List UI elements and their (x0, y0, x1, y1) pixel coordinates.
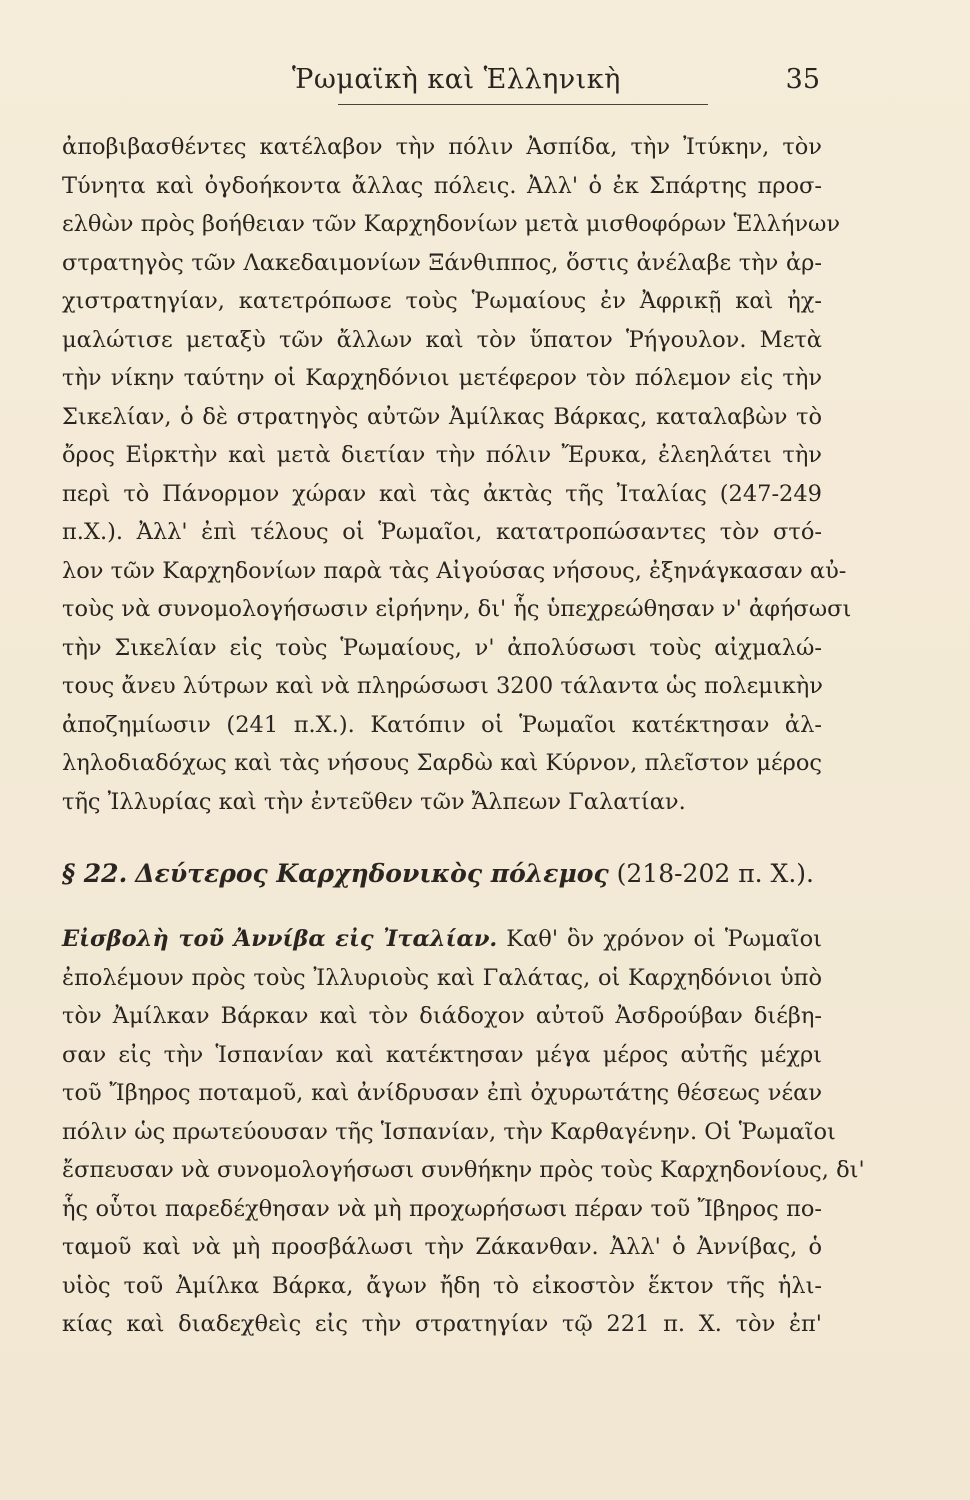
page-body (62, 128, 865, 1344)
section-number: § 22. (62, 859, 128, 888)
section-title: Δεύτερος Καρχηδονικὸς πόλεμος (135, 859, 609, 888)
text-line: τοῦ Ἴβηρος ποταμοῦ, καὶ ἀνίδρυσαν ἐπὶ ὀχυρωτάτης θέσεως νέαν (62, 1080, 822, 1106)
paragraph-1 (62, 128, 852, 821)
paragraph-2 (62, 920, 865, 1344)
page-number: 35 (785, 64, 820, 95)
text-line: τοὺς νὰ συνομολογήσωσιν εἰρήνην, δι' ἧς ὑπεχρεώθησαν ν' ἀφήσωσι (62, 596, 852, 622)
section-heading (62, 859, 822, 888)
text-line: Τύνητα καὶ ὀγδοήκοντα ἄλλας πόλεις. Ἀλλ' ὁ ἐκ Σπάρτης προσ- (62, 172, 822, 199)
text-line: τὴν νίκην ταύτην οἱ Καρχηδόνιοι μετέφερον τὸν πόλεμον εἰς τὴν (62, 365, 822, 391)
running-title: Ῥωμαϊκὴ καὶ Ἑλληνικὴ (292, 64, 621, 95)
text-line: χιστρατηγίαν, κατετρόπωσε τοὺς Ῥωμαίους ἐν Ἀφρικῇ καὶ ἠχ- (62, 288, 822, 314)
text-line: ελθὼν πρὸς βοήθειαν τῶν Καρχηδονίων μετὰ μισθοφόρων Ἑλλήνων (62, 211, 841, 237)
text-line: ἔσπευσαν νὰ συνομολογήσωσι συνθήκην πρὸς τοὺς Καρχηδονίους, δι' (62, 1157, 865, 1183)
text-line: τὴν Σικελίαν εἰς τοὺς Ῥωμαίους, ν' ἀπολύσωσι τοὺς αἰχμαλώ- (62, 634, 822, 661)
text-line: σαν εἰς τὴν Ἱσπανίαν καὶ κατέκτησαν μέγα μέρος αὐτῆς μέχρι (62, 1041, 822, 1068)
text-line: ταμοῦ καὶ νὰ μὴ προσβάλωσι τὴν Ζάκανθαν. Ἀλλ' ὁ Ἀννίβας, ὁ (62, 1234, 822, 1260)
text-line: π.Χ.). Ἀλλ' ἐπὶ τέλους οἱ Ῥωμαῖοι, κατατροπώσαντες τὸν στό- (62, 519, 822, 545)
text-line: υἱὸς τοῦ Ἀμίλκα Βάρκα, ἄγων ἤδη τὸ εἰκοστὸν ἕκτον τῆς ἡλι- (62, 1272, 822, 1299)
text-line: ἐπολέμουν πρὸς τοὺς Ἰλλυριοὺς καὶ Γαλάτας, οἱ Καρχηδόνιοι ὑπὸ (62, 964, 822, 991)
text-line: πόλιν ὡς πρωτεύουσαν τῆς Ἱσπανίαν, τὴν Καρθαγένην. Οἱ Ῥωμαῖοι (62, 1118, 836, 1145)
section-dates: (218-202 π. Χ.). (616, 859, 814, 888)
page-header (62, 64, 820, 104)
text-line: Σικελίαν, ὁ δὲ στρατηγὸς αὐτῶν Ἀμίλκας Βάρκας, καταλαβὼν τὸ (62, 403, 822, 430)
text-line: τους ἄνευ λύτρων καὶ νὰ πληρώσωσι 3200 τάλαντα ὡς πολεμικὴν (62, 673, 823, 699)
paragraph-lead: Εἰσβολὴ τοῦ Ἀννίβα εἰς Ἰταλίαν. (62, 926, 498, 952)
text-line: τῆς Ἰλλυρίας καὶ τὴν ἐντεῦθεν τῶν Ἄλπεων Γαλατίαν. (62, 788, 686, 815)
header-rule (338, 104, 708, 105)
text-line (62, 920, 822, 959)
text-line: λον τῶν Καρχηδονίων παρὰ τὰς Αἰγούσας νήσους, ἐξηνάγκασαν αὐ- (62, 557, 847, 584)
text-line: ὄρος Εἱρκτὴν καὶ μετὰ διετίαν τὴν πόλιν Ἔρυκα, ἐλεηλάτει τὴν (62, 442, 822, 468)
text-line: τὸν Ἀμίλκαν Βάρκαν καὶ τὸν διάδοχον αὐτοῦ Ἀσδρούβαν διέβη- (62, 1003, 822, 1029)
paragraph-first-line-rest: Καθ' ὃν χρόνον οἱ Ῥωμαῖοι (506, 926, 822, 952)
text-line: περὶ τὸ Πάνορμον χώραν καὶ τὰς ἀκτὰς τῆς Ἰταλίας (247-249 (62, 480, 822, 507)
text-line: ἧς οὗτοι παρεδέχθησαν νὰ μὴ προχωρήσωσι πέραν τοῦ Ἴβηρος πο- (62, 1195, 822, 1222)
text-line: ληλοδιαδόχως καὶ τὰς νήσους Σαρδὼ καὶ Κύρνον, πλεῖστον μέρος (62, 750, 822, 776)
text-line: στρατηγὸς τῶν Λακεδαιμονίων Ξάνθιππος, ὅστις ἀνέλαβε τὴν ἀρ- (62, 249, 822, 276)
text-line: μαλώτισε μεταξὺ τῶν ἄλλων καὶ τὸν ὕπατον Ῥήγουλον. Μετὰ (62, 326, 822, 353)
text-line: κίας καὶ διαδεχθεὶς εἰς τὴν στρατηγίαν τῷ 221 π. Χ. τὸν ἐπ' (62, 1311, 822, 1337)
text-line: ἀποζημίωσιν (241 π.Χ.). Κατόπιν οἱ Ῥωμαῖοι κατέκτησαν ἀλ- (62, 711, 822, 738)
text-line: ἀποβιβασθέντες κατέλαβον τὴν πόλιν Ἀσπίδα, τὴν Ἰτύκην, τὸν (62, 134, 822, 160)
